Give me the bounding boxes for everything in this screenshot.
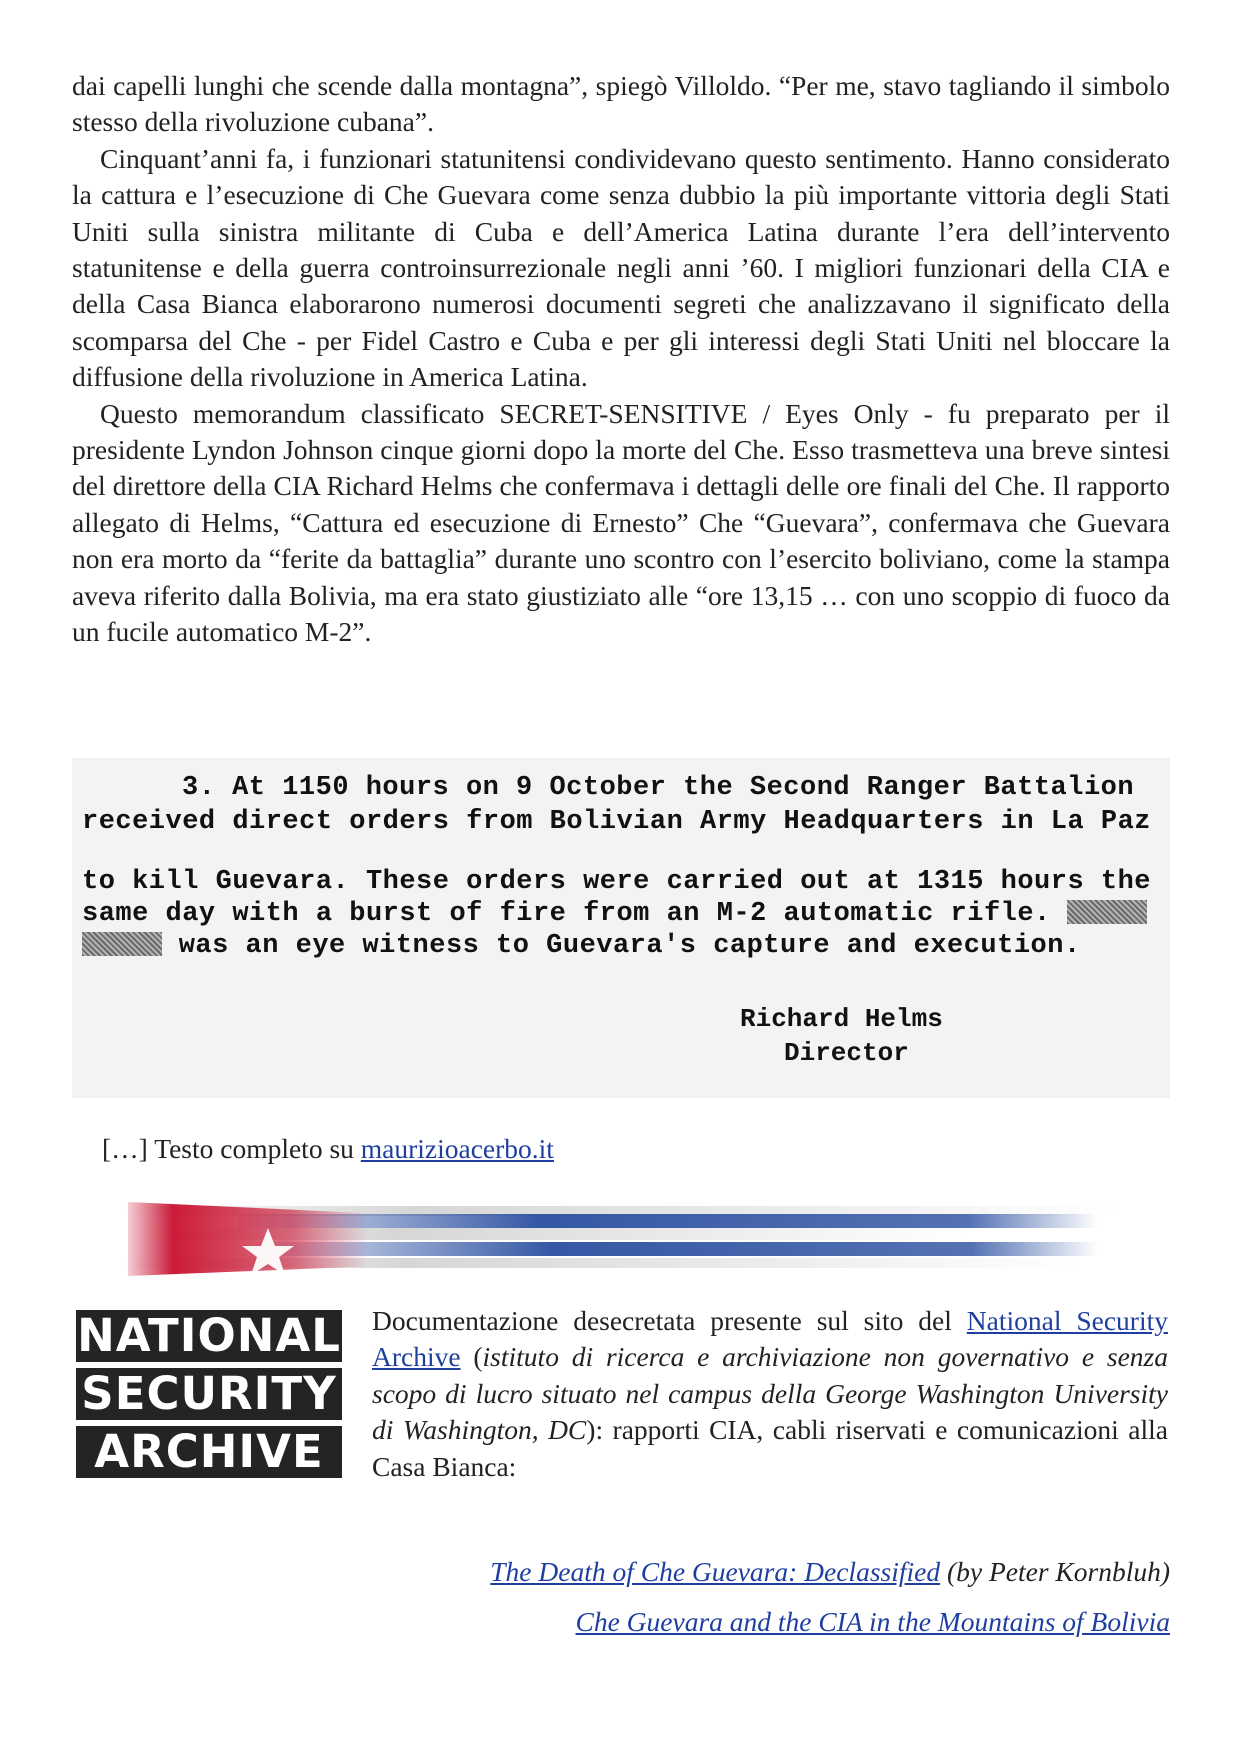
logo-line-archive: ARCHIVE bbox=[76, 1426, 342, 1478]
scan-line-5: was an eye witness to Guevara's capture and execution. bbox=[178, 931, 1081, 961]
reference-link-che-and-cia[interactable]: Che Guevara and the CIA in the Mountains of Bolivia bbox=[575, 1606, 1170, 1637]
signature-title: Director bbox=[784, 1038, 909, 1068]
signature-name: Richard Helms bbox=[740, 1004, 943, 1034]
scan-line-1: 3. At 1150 hours on 9 October the Second Ranger Battalion bbox=[182, 773, 1135, 803]
nsa-description bbox=[372, 1303, 1168, 1485]
scan-line-3: to kill Guevara. These orders were carried out at 1315 hours the bbox=[82, 867, 1151, 897]
scan-line-5-wrap bbox=[82, 930, 1160, 962]
redaction-mark bbox=[1067, 900, 1147, 924]
logo-line-national: NATIONAL bbox=[77, 1310, 341, 1362]
paragraph-1: dai capelli lunghi che scende dalla montagna”, spiegò Villoldo. “Per me, stavo tagliando il simbolo stesso della rivoluzione cubana”. bbox=[72, 70, 1170, 138]
paragraph-2: Cinquant’anni fa, i funzionari statunitensi condividevano questo sentimento. Hanno considerato la cattura e l’esecuzione di Che Guevara come senza dubbio la più importante vittoria degli Stati Uniti sulla sinistra militante di Cuba e dell’America Latina durante l’era dell’intervento statunitense e della guerra controinsurrezionale negli anni ’60. I migliori funzionari della CIA e della Casa Bianca elaborarono numerosi documenti segreti che analizzavano il significato della scomparsa del Che - per Fidel Castro e Cuba e per gli interessi degli Stati Uniti nel bloccare la diffusione della rivoluzione in America Latina. bbox=[72, 142, 1170, 393]
scan-line-4: same day with a burst of fire from an M-2 automatic rifle. bbox=[82, 899, 1051, 929]
nsa-desc-after: ): rapporti CIA, cabli riservati e comunicazioni alla Casa Bianca: bbox=[372, 1414, 1168, 1482]
nsa-paren-open: ( bbox=[460, 1341, 483, 1373]
scan-line-4-wrap bbox=[82, 898, 1160, 930]
full-text-prefix: […] Testo completo su bbox=[102, 1133, 361, 1164]
nsa-desc-italic: istituto di ricerca e archiviazione non governativo e senza scopo di lucro situato nel campus della George Washington University di Washington, DC bbox=[372, 1341, 1168, 1446]
full-text-note bbox=[102, 1133, 554, 1165]
cuban-flag-brushstroke bbox=[118, 1198, 1118, 1280]
reference-2 bbox=[576, 1606, 1171, 1638]
logo-line-security: SECURITY bbox=[76, 1368, 342, 1420]
article-body bbox=[72, 68, 1170, 651]
reference-1 bbox=[490, 1556, 1170, 1588]
scan-line-2: received direct orders from Bolivian Army Headquarters in La Paz bbox=[82, 807, 1151, 837]
paragraph-3: Questo memorandum classificato SECRET-SENSITIVE / Eyes Only - fu preparato per il presidente Lyndon Johnson cinque giorni dopo la morte del Che. Esso trasmetteva una breve sintesi del direttore della CIA Richard Helms che confermava i dettagli delle ore finali del Che. Il rapporto allegato di Helms, “Cattura ed esecuzione di Ernesto” Che “Guevara”, confermava che Guevara non era morto da “ferite da battaglia” durante uno scontro con l’esercito boliviano, come la stampa aveva riferito dalla Bolivia, ma era stato giustiziato alle “ore 13,15 … con uno scoppio di fuoco da un fucile automatico M-2”. bbox=[72, 397, 1170, 648]
memorandum-scan bbox=[72, 758, 1170, 1098]
reference-suffix: (by Peter Kornbluh) bbox=[940, 1556, 1170, 1587]
reference-link-death-of-che[interactable]: The Death of Che Guevara: Declassified bbox=[490, 1556, 941, 1587]
redaction-mark bbox=[82, 932, 162, 956]
source-link[interactable]: maurizioacerbo.it bbox=[360, 1133, 554, 1164]
nsa-desc-before: Documentazione desecretata presente sul sito del bbox=[372, 1305, 967, 1336]
nsa-link[interactable]: National Security Archive bbox=[372, 1305, 1168, 1373]
national-security-archive-logo bbox=[76, 1310, 342, 1484]
